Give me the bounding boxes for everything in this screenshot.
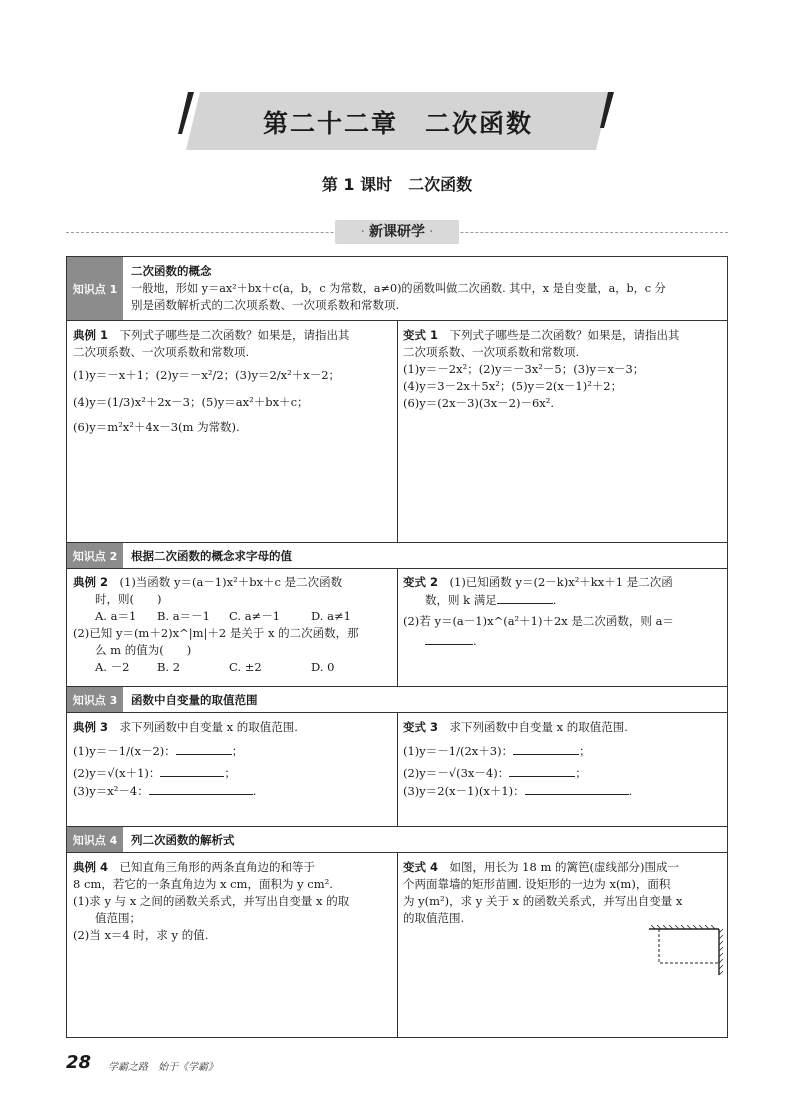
option: D. a≠1 xyxy=(311,609,351,623)
lesson-table xyxy=(66,256,728,1038)
example-1-label: 典例 1 xyxy=(73,328,109,342)
dot-icon: · xyxy=(360,224,365,240)
option: D. 0 xyxy=(311,660,335,674)
variant-1-line: (4)y＝3－2x＋5x²；(5)y＝2(x－1)²＋2； xyxy=(403,379,623,393)
ex3-row xyxy=(67,713,727,827)
option: A. －2 xyxy=(95,660,130,674)
example-2-line: (1)当函数 y＝(a－1)x²＋bx＋c 是二次函数 xyxy=(119,575,343,589)
kp4-row xyxy=(67,827,727,853)
column-divider xyxy=(397,321,398,542)
variant-3-line: 求下列函数中自变量 x 的取值范围. xyxy=(449,720,628,734)
answer-blank[interactable] xyxy=(497,591,553,604)
variant-1 xyxy=(403,327,721,412)
variant-2: 变式 2 (1)已知函数 y＝(2－k)x²＋kx＋1 是二次函 数，则 k 满足 . (2)若 y＝(a－1)x^(a²＋1)＋2x 是二次函数，则 a＝ . xyxy=(403,574,721,650)
kp1-desc-line-1: 一般地，形如 y＝ax²＋bx＋c(a，b，c 为常数，a≠0)的函数叫做二次函数. 其中，x 是自变量，a，b，c 分 xyxy=(131,282,666,295)
kp2-label: 知识点 2 xyxy=(67,543,123,568)
example-4-line: 8 cm，若它的一条直角边为 x cm，面积为 y cm². xyxy=(73,877,333,891)
kp4-label: 知识点 4 xyxy=(67,827,123,852)
answer-blank[interactable] xyxy=(160,764,224,777)
variant-3: 变式 3 求下列函数中自变量 x 的取值范围. (1)y＝－1/(2x＋3)： ； (2)y＝－√(3x－4)： ； (3)y＝2(x－1)(x＋1)： . xyxy=(403,720,633,798)
footer-slogan: 学霸之路 始于《学霸》 xyxy=(108,1062,218,1073)
fence-dashed xyxy=(659,929,719,963)
example-4 xyxy=(73,859,391,944)
column-divider xyxy=(397,713,398,826)
variant-4 xyxy=(403,859,721,927)
variant-2-line: (1)已知函数 y＝(2－k)x²＋kx＋1 是二次函 xyxy=(449,575,673,589)
variant-4-label: 变式 4 xyxy=(403,860,439,874)
variant-2-label: 变式 2 xyxy=(403,575,439,589)
kp1-label: 知识点 1 xyxy=(67,257,123,320)
example-2-line: (2)已知 y＝(m＋2)x^|m|＋2 是关于 x 的二次函数，那 xyxy=(73,626,359,640)
page-number: 28 xyxy=(66,1052,92,1073)
kp3-row xyxy=(67,687,727,713)
example-4-label: 典例 4 xyxy=(73,860,109,874)
example-1 xyxy=(73,327,391,436)
variant-4-line: 为 y(m²)，求 y 关于 x 的函数关系式，并写出自变量 x xyxy=(403,894,683,908)
answer-blank[interactable] xyxy=(425,632,473,645)
variant-3-line: (2)y＝－√(3x－4)： xyxy=(403,766,510,780)
kp1-desc-line-2: 别是函数解析式的二次项系数、一次项系数和常数项. xyxy=(131,298,400,312)
example-3-line: (2)y＝√(x＋1)： xyxy=(73,766,161,780)
kp1-row xyxy=(67,257,727,321)
example-2-label: 典例 2 xyxy=(73,575,109,589)
example-1-line: (1)y＝－x＋1；(2)y＝－x²/2；(3)y＝2/x²＋x－2； xyxy=(73,368,341,382)
example-2-options xyxy=(73,608,391,625)
variant-4-line: 的取值范围. xyxy=(403,911,465,925)
garden-figure xyxy=(645,925,727,979)
example-4-line: 值范围； xyxy=(95,911,141,925)
ex2-row xyxy=(67,569,727,687)
lesson-title: 第 1 课时 二次函数 xyxy=(321,175,473,194)
kp2-row xyxy=(67,543,727,569)
section-tag-label: 新课研学 xyxy=(369,224,425,240)
variant-3-line: (1)y＝－1/(2x＋3)： xyxy=(403,744,514,758)
example-4-line: (2)当 x＝4 时，求 y 的值. xyxy=(73,928,209,942)
example-3: 典例 3 求下列函数中自变量 x 的取值范围. (1)y＝－1/(x－2)： ； (2)y＝√(x＋1)： ； (3)y＝x²－4： . xyxy=(73,720,298,798)
answer-blank[interactable] xyxy=(149,782,253,795)
answer-blank[interactable] xyxy=(176,742,232,755)
answer-blank[interactable] xyxy=(513,742,579,755)
variant-3-line: (3)y＝2(x－1)(x＋1)： xyxy=(403,784,525,798)
variant-1-line: 二次项系数、一次项系数和常数项. xyxy=(403,345,580,359)
option: A. a＝1 xyxy=(95,609,137,623)
answer-blank[interactable] xyxy=(525,782,629,795)
chapter-title: 第二十二章 二次函数 xyxy=(262,109,533,138)
example-1-line: (4)y＝(1/3)x²＋2x－3；(5)y＝ax²＋bx＋c； xyxy=(73,395,309,409)
example-3-label: 典例 3 xyxy=(73,720,109,734)
variant-4-line: 个两面靠墙的矩形苗圃. 设矩形的一边为 x(m)，面积 xyxy=(403,877,671,891)
example-2-line: 么 m 的值为( ) xyxy=(95,643,192,657)
kp4-title: 列二次函数的解析式 xyxy=(131,833,235,847)
example-1-line: 下列式子哪些是二次函数？如果是，请指出其 xyxy=(119,328,350,342)
ex1-row xyxy=(67,321,727,543)
variant-4-line: 如图，用长为 18 m 的篱笆(虚线部分)围成一 xyxy=(449,860,679,874)
kp1-description xyxy=(131,281,721,313)
example-2-options xyxy=(73,659,391,676)
example-4-line: 已知直角三角形的两条直角边的和等于 xyxy=(119,860,316,874)
option: B. a＝－1 xyxy=(157,609,210,623)
answer-blank[interactable] xyxy=(509,764,575,777)
example-3-line: (1)y＝－1/(x－2)： xyxy=(73,744,176,758)
column-divider xyxy=(397,569,398,686)
variant-1-line: (1)y＝－2x²；(2)y＝－3x²－5；(3)y＝x－3； xyxy=(403,362,645,376)
option: B. 2 xyxy=(157,660,181,674)
option: C. ±2 xyxy=(229,660,262,674)
example-2 xyxy=(73,574,391,676)
kp3-label: 知识点 3 xyxy=(67,687,123,712)
section-tag xyxy=(335,220,459,244)
dot-icon: · xyxy=(429,224,434,240)
variant-3-label: 变式 3 xyxy=(403,720,439,734)
example-3-line: (3)y＝x²－4： xyxy=(73,784,149,798)
kp3-title: 函数中自变量的取值范围 xyxy=(131,693,258,707)
example-1-line: (6)y＝m²x²＋4x－3(m 为常数). xyxy=(73,420,240,434)
chapter-banner xyxy=(178,90,618,152)
column-divider xyxy=(397,853,398,1037)
example-4-line: (1)求 y 与 x 之间的函数关系式，并写出自变量 x 的取 xyxy=(73,894,350,908)
wall-right xyxy=(719,929,723,975)
variant-1-line: (6)y＝(2x－3)(3x－2)－6x². xyxy=(403,396,555,410)
example-1-line: 二次项系数、一次项系数和常数项. xyxy=(73,345,250,359)
example-3-line: 求下列函数中自变量 x 的取值范围. xyxy=(119,720,298,734)
ex4-row xyxy=(67,853,727,1037)
variant-2-line: (2)若 y＝(a－1)x^(a²＋1)＋2x 是二次函数，则 a＝ xyxy=(403,614,674,628)
kp1-title: 二次函数的概念 xyxy=(131,264,212,278)
option: C. a≠－1 xyxy=(229,609,281,623)
example-2-line: 时，则( ) xyxy=(95,592,162,606)
wall-top xyxy=(649,925,719,929)
variant-1-label: 变式 1 xyxy=(403,328,439,342)
kp2-title: 根据二次函数的概念求字母的值 xyxy=(131,549,292,563)
variant-1-line: 下列式子哪些是二次函数？如果是，请指出其 xyxy=(449,328,680,342)
variant-2-line: 数，则 k 满足 xyxy=(425,593,497,607)
